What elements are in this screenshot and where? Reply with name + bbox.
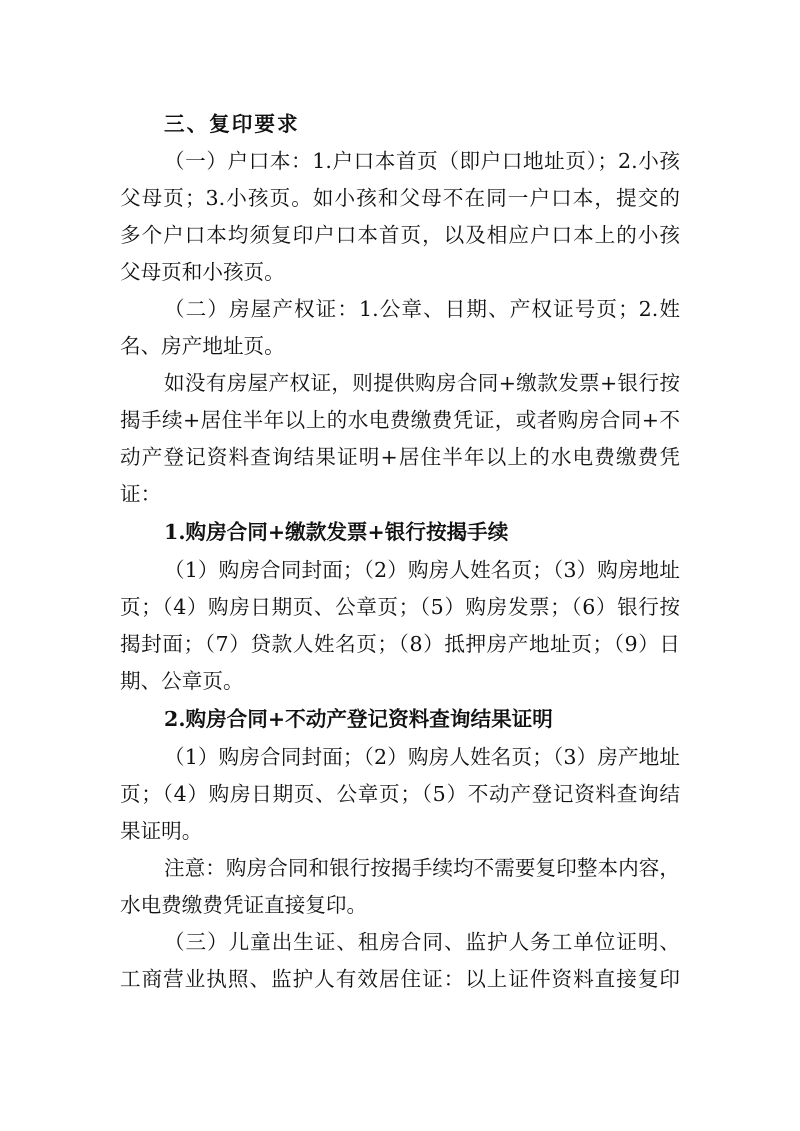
subheading: 2.购房合同+不动产登记资料查询结果证明	[164, 707, 553, 731]
paragraph-line: 如没有房屋产权证，则提供购房合同+缴款发票+银行按	[164, 371, 680, 395]
paragraph-line: 期、公章页。	[120, 669, 244, 693]
paragraph-line: 工商营业执照、监护人有效居住证：以上证件资料直接复印	[120, 967, 680, 991]
paragraph-line: 名、房产地址页。	[120, 334, 285, 358]
paragraph-line: 父母页；3.小孩页。如小孩和父母不在同一户口本，提交的	[120, 186, 680, 210]
section-title: 三、复印要求	[164, 112, 300, 136]
paragraph-line: 动产登记资料查询结果证明+居住半年以上的水电费缴费凭	[120, 445, 680, 469]
paragraph-line: 多个户口本均须复印户口本首页，以及相应户口本上的小孩	[120, 223, 680, 247]
paragraph-line: 揭手续+居住半年以上的水电费缴费凭证，或者购房合同+不	[120, 408, 680, 432]
paragraph-line: 父母页和小孩页。	[120, 260, 285, 284]
paragraph-line: 页；（4）购房日期页、公章页；（5）购房发票；（6）银行按	[120, 595, 680, 619]
paragraph-line: （1）购房合同封面；（2）购房人姓名页；（3）购房地址	[164, 558, 680, 582]
paragraph-line: 水电费缴费凭证直接复印。	[120, 893, 368, 917]
paragraph-line: （1）购房合同封面；（2）购房人姓名页；（3）房产地址	[164, 745, 680, 769]
paragraph-line: 果证明。	[120, 819, 203, 843]
subheading: 1.购房合同+缴款发票+银行按揭手续	[164, 520, 509, 544]
paragraph-line: 页；（4）购房日期页、公章页；（5）不动产登记资料查询结	[120, 782, 680, 806]
paragraph-line: （三）儿童出生证、租房合同、监护人务工单位证明、	[164, 930, 680, 954]
paragraph-line: （二）房屋产权证：1.公章、日期、产权证号页；2.姓	[164, 297, 680, 321]
paragraph-line: 注意：购房合同和银行按揭手续均不需要复印整本内容，	[164, 856, 680, 880]
paragraph-line: （一）户口本：1.户口本首页（即户口地址页）；2.小孩	[164, 149, 680, 173]
paragraph-line: 证：	[120, 482, 162, 506]
paragraph-line: 揭封面；（7）贷款人姓名页；（8）抵押房产地址页；（9）日	[120, 632, 680, 656]
